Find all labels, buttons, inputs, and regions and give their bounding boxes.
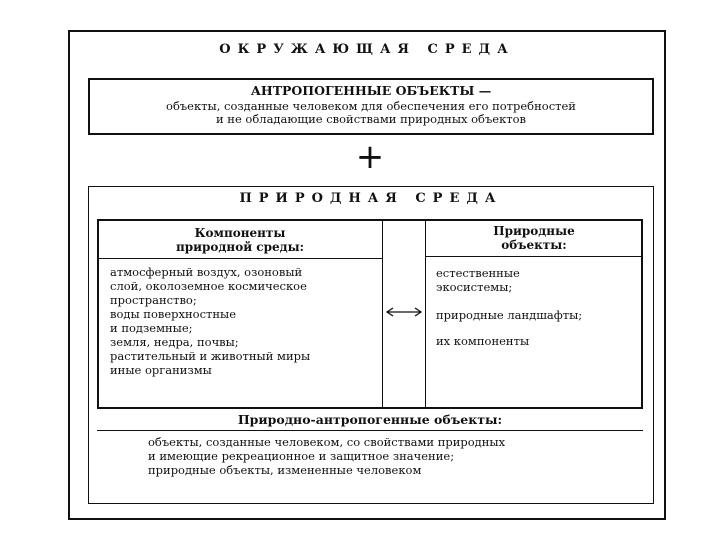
components-title-line: природной среды: [175, 240, 305, 254]
components-title [99, 226, 381, 254]
natural-anthropogenic-line: природные объекты, измененные человеком [148, 463, 422, 477]
natural-objects-title [427, 224, 641, 252]
components-item: иные организмы [110, 363, 212, 377]
components-item: пространство; [110, 293, 197, 307]
anthropogenic-objects-description [90, 100, 652, 126]
natural-objects-title-line: Природные [493, 224, 575, 238]
natural-anthropogenic-description [148, 435, 618, 477]
natural-objects-title-line: объекты: [501, 238, 567, 252]
components-item: атмосферный воздух, озоновый [110, 265, 303, 279]
natural-anthropogenic-line: и имеющие рекреационное и защитное значение; [148, 449, 455, 463]
natural-objects-header-divider [425, 256, 643, 257]
double-arrow-icon [384, 306, 424, 318]
natural-anthropogenic-line: объекты, созданные человеком, со свойствами природных [148, 435, 506, 449]
components-item: растительный и животный миры [110, 349, 311, 363]
natural-objects-item: природные ландшафты; [436, 308, 583, 322]
natural-objects-item: их компоненты [436, 334, 530, 348]
anthropogenic-line: объекты, созданные человеком для обеспечения его потребностей [166, 99, 576, 113]
natural-objects-item: естественные [436, 266, 520, 280]
components-header-divider [97, 258, 382, 259]
anthropogenic-objects-box [88, 78, 654, 135]
column-divider-left [382, 219, 383, 409]
column-divider-right [425, 219, 426, 409]
natural-objects-item: экосистемы; [436, 280, 513, 294]
components-item: воды поверхностные [110, 307, 237, 321]
natural-anthropogenic-divider [97, 430, 643, 431]
components-list [110, 265, 378, 377]
natural-environment-title: ПРИРОДНАЯ СРЕДА [239, 191, 503, 206]
anthropogenic-objects-title: АНТРОПОГЕННЫЕ ОБЪЕКТЫ — [250, 83, 492, 98]
components-item: земля, недра, почвы; [110, 335, 239, 349]
natural-anthropogenic-title: Природно-антропогенные объекты: [237, 412, 503, 427]
components-title-line: Компоненты [194, 226, 286, 240]
plus-sign: + [355, 137, 385, 177]
anthropogenic-line: и не обладающие свойствами природных объектов [215, 112, 527, 126]
components-item: слой, околоземное космическое [110, 279, 307, 293]
environment-title: ОКРУЖАЮЩАЯ СРЕДА [219, 42, 515, 57]
natural-objects-list [436, 266, 640, 348]
components-item: и подземные; [110, 321, 193, 335]
